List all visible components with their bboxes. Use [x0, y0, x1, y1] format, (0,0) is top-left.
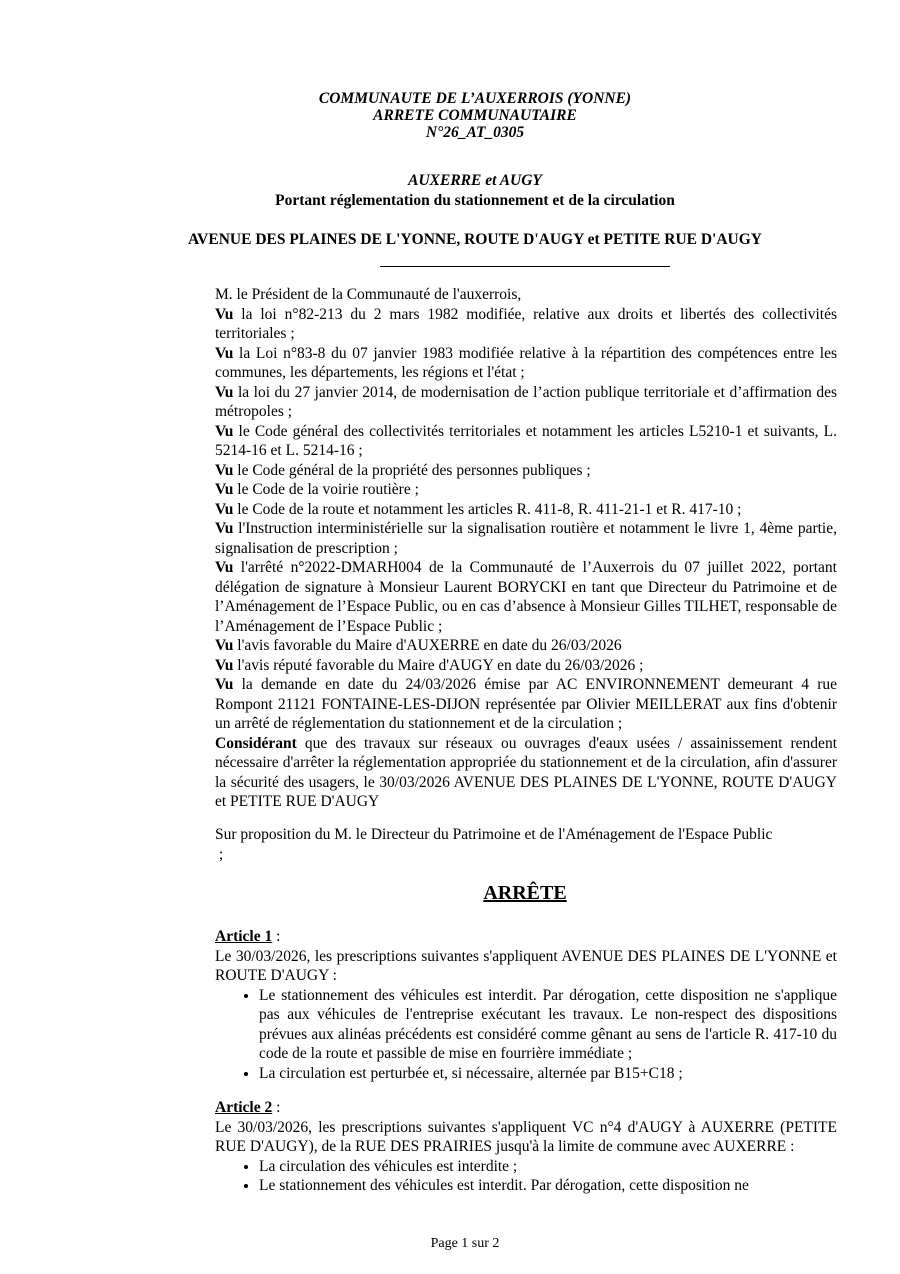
article-text: Le 30/03/2026, les prescriptions suivantes s'appliquent AVENUE DES PLAINES DE L'YONNE et ROUTE D'AUGY :: [215, 947, 837, 984]
consideration-item: [215, 636, 837, 656]
article-heading: [215, 927, 837, 947]
consideration-lead: Vu: [215, 344, 234, 362]
consideration-lead: Vu: [215, 520, 234, 537]
consideration-text: l'avis réputé favorable du Maire d'AUGY en date du 26/03/2026 ;: [233, 656, 644, 674]
header-divider: [380, 266, 670, 267]
consideration-lead: Vu: [215, 383, 234, 401]
consideration-item: [215, 500, 837, 520]
consideration-lead: Vu: [215, 481, 234, 498]
consideration-text: le Code de la voirie routière ;: [233, 481, 419, 498]
consideration-item: [215, 383, 837, 422]
article-2: [215, 1098, 837, 1196]
consideration-lead: Vu: [215, 500, 234, 518]
proposal-text: Sur proposition du M. le Directeur du Patrimoine et de l'Aménagement de l'Espace Public: [215, 826, 773, 843]
consideration-text: la Loi n°83-8 du 07 janvier 1983 modifiée relative à la répartition des compétences entre les communes, les départements, les régions et l'état ;: [215, 344, 837, 381]
organization-heading: COMMUNAUTE DE L’AUXERROIS (YONNE): [318, 90, 632, 107]
consideration-text: l'Instruction interministérielle sur la signalisation routière et notamment le livre 1, 4ème partie, signalisation de prescription ;: [215, 520, 837, 557]
article-title-suffix: :: [272, 1099, 281, 1116]
consideration-item: [215, 480, 837, 500]
consideration-lead: Vu: [215, 559, 234, 576]
list-item: • La circulation est perturbée et, si nécessaire, alternée par B15+C18 ;: [259, 1064, 837, 1084]
consideration-item: [215, 305, 837, 344]
list-item: • Le stationnement des véhicules est interdit. Par dérogation, cette disposition ne s'applique pas aux véhicules de l'entreprise exécutant les travaux. Le non-respect des dispositions prévues aux alinéas précédents est considéré comme gênant au sens de l'article R. 417-10 du code de la route et passible de mise en fourrière immédiate ;: [259, 986, 837, 1064]
consideration-item: [215, 656, 837, 676]
consideration-lead: Vu: [215, 656, 234, 674]
subject-heading: Portant réglementation du stationnement et de la circulation: [275, 192, 675, 209]
proposal-terminator: ;: [215, 845, 224, 863]
consideration-text: le Code de la route et notamment les articles R. 411-8, R. 411-21-1 et R. 417-10 ;: [233, 500, 742, 518]
article-prescriptions: [215, 1157, 837, 1196]
document-type-heading: ARRETE COMMUNAUTAIRE: [373, 107, 577, 124]
article-title-suffix: :: [272, 928, 281, 945]
consideration-lead: Vu: [215, 461, 234, 479]
article-heading: [215, 1098, 837, 1118]
consideration-text: que des travaux sur réseaux ou ouvrages d'eaux usées / assainissement rendent nécessaire d'arrêter la réglementation appropriée du stationnement et de la circulation, afin d'assurer la sécurité des usagers, le 30/03/2026 AVENUE DES PLAINES DE L'YONNE, ROUTE D'AUGY et PETITE RUE D'AUGY: [215, 734, 837, 810]
consideration-lead: Vu: [215, 305, 234, 323]
article-title: Article 2: [215, 1099, 273, 1116]
preamble-opening: M. le Président de la Communauté de l'auxerrois,: [215, 286, 522, 303]
consideration-item: [215, 344, 837, 383]
location-heading: AVENUE DES PLAINES DE L'YONNE, ROUTE D'AUGY et PETITE RUE D'AUGY: [187, 231, 762, 248]
article-text: Le 30/03/2026, les prescriptions suivantes s'appliquent VC n°4 d'AUGY à AUXERRE (PETITE RUE D'AUGY), de la RUE DES PRAIRIES jusqu'à la limite de commune avec AUXERRE :: [215, 1118, 837, 1155]
preamble: [215, 285, 837, 812]
article-1: [215, 927, 837, 1083]
consideration-item: [215, 675, 837, 734]
consideration-text: l'arrêté n°2022-DMARH004 de la Communauté de l’Auxerrois du 07 juillet 2022, portant délégation de signature à Monsieur Laurent BORYCKI en tant que Directeur du Patrimoine et de l’Aménagement de l’Espace Public, ou en cas d’absence à Monsieur Gilles TILHET, responsable de l’Aménagement de l’Espace Public ;: [215, 559, 837, 635]
document-number: N°26_AT_0305: [425, 124, 525, 141]
consideration-text: la loi du 27 janvier 2014, de modernisation de l’action publique territoriale et d’affirmation des métropoles ;: [215, 383, 837, 420]
decision-title: ARRÊTE: [483, 882, 567, 904]
proposal: [215, 825, 837, 864]
consideration-text: le Code général des collectivités territoriales et notamment les articles L5210-1 et suivants, L. 5214-16 et L. 5214-16 ;: [215, 422, 837, 459]
page-number: Page 1 sur 2: [430, 1236, 500, 1251]
consideration-lead: Vu: [215, 676, 234, 693]
consideration-text: la loi n°82-213 du 2 mars 1982 modifiée, relative aux droits et libertés des collectivités territoriales ;: [215, 305, 837, 342]
consideration-text: l'avis favorable du Maire d'AUXERRE en date du 26/03/2026: [233, 637, 622, 654]
article-title: Article 1: [215, 928, 273, 945]
list-item: • Le stationnement des véhicules est interdit. Par dérogation, cette disposition ne: [259, 1176, 837, 1196]
consideration-item: [215, 558, 837, 636]
consideration-text: le Code général de la propriété des personnes publiques ;: [233, 461, 591, 479]
consideration-text: la demande en date du 24/03/2026 émise par AC ENVIRONNEMENT demeurant 4 rue Rompont 21121 FONTAINE-LES-DIJON représentée par Olivier MEILLERAT aux fins d'obtenir un arrêté de réglementation du stationnement et de la circulation ;: [215, 676, 837, 732]
list-item: • La circulation des véhicules est interdite ;: [259, 1157, 837, 1177]
article-prescriptions: [215, 986, 837, 1084]
communes-heading: AUXERRE et AUGY: [408, 172, 542, 189]
consideration-lead: Vu: [215, 422, 234, 440]
consideration-lead: Considérant: [215, 734, 297, 752]
consideration-item: [215, 519, 837, 558]
consideration-lead: Vu: [215, 637, 234, 654]
consideration-item: [215, 734, 837, 812]
consideration-item: [215, 422, 837, 461]
consideration-item: [215, 461, 837, 481]
